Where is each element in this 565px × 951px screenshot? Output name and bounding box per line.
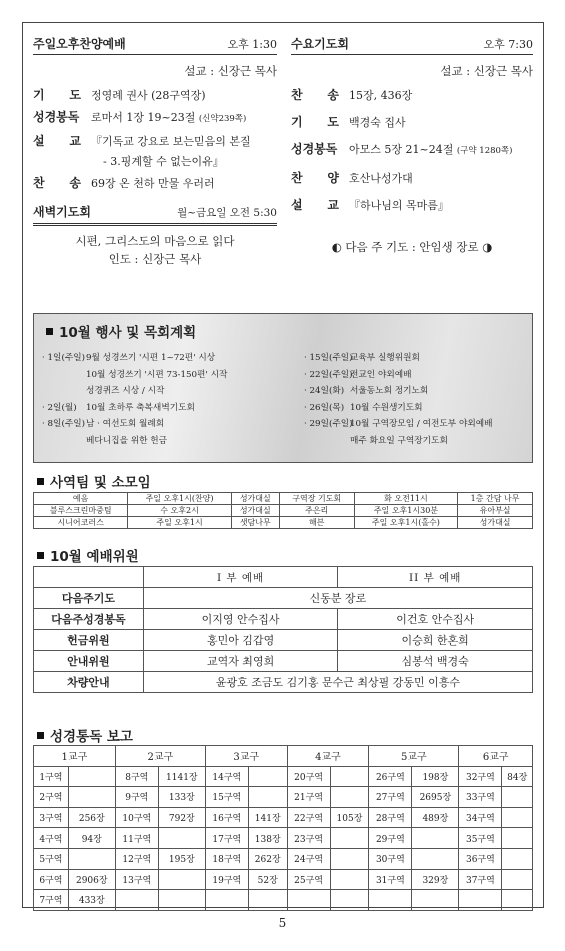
worship-table bbox=[33, 566, 533, 693]
table-row: 블루스크린마중팀 수 오후2시 성가대실 주은리 주일 오후1시30분 유아부실 bbox=[34, 505, 533, 517]
dawn-prayer-header bbox=[33, 203, 277, 226]
page-note: (구약 1280쪽) bbox=[456, 146, 513, 156]
square-bullet-icon bbox=[46, 328, 53, 335]
dawn-prayer-info bbox=[33, 232, 277, 268]
table-row: 2구역 9구역 133장 15구역 21구역 27구역 2695장 33구역 bbox=[34, 787, 533, 808]
table-row: 다음주기도 신동분 장로 bbox=[34, 588, 533, 609]
table-row: 1구역 8구역 1141장 14구역 20구역 26구역 198장 32구역 84장 bbox=[34, 766, 533, 787]
event-item: · 26일(목) 10월 수원생기도회 bbox=[304, 402, 423, 413]
row-label: 설 교 bbox=[33, 134, 81, 148]
wednesday-row-sermon bbox=[291, 198, 533, 213]
page-note: (신약239쪽) bbox=[198, 114, 247, 124]
sunday-row-prayer bbox=[33, 88, 277, 103]
row-label: 성경봉독 bbox=[33, 110, 80, 124]
sunday-row-hymn bbox=[33, 176, 277, 191]
events-left-list bbox=[42, 350, 300, 449]
sunday-service bbox=[33, 33, 277, 268]
event-item: · 8일(주일) 남 · 여선도회 월례회 bbox=[42, 419, 165, 429]
row-value: 『하나님의 목마름』 bbox=[349, 199, 449, 212]
groups-table bbox=[33, 492, 533, 529]
event-item: · 2일(월) 10월 초하루 축복새벽기도회 bbox=[42, 402, 195, 413]
next-week-prayer: ◐ 다음 주 기도 : 안임생 장로 ◑ bbox=[331, 240, 493, 254]
worship-heading bbox=[37, 545, 139, 565]
wednesday-preacher: 설교 : 신장근 목사 bbox=[440, 64, 533, 78]
row-value: 백경숙 집사 bbox=[349, 116, 406, 129]
row-value: 『기독교 강요로 보는믿음의 본질 bbox=[91, 135, 251, 148]
sunday-service-time: 오후 1:30 bbox=[227, 38, 277, 51]
square-bullet-icon bbox=[37, 732, 44, 739]
row-label: 성경봉독 bbox=[291, 142, 338, 156]
event-item: 10월 성경쓰기 '시편 73-150편' 시작 bbox=[86, 369, 228, 380]
events-title: 10월 행사 및 목회계획 bbox=[59, 325, 197, 341]
row-value: 69장 온 천하 만물 우러러 bbox=[91, 177, 215, 190]
square-bullet-icon bbox=[37, 552, 44, 559]
row-value: 호산나성가대 bbox=[349, 172, 413, 185]
sunday-row-sermon bbox=[33, 134, 277, 149]
sunday-preacher: 설교 : 신장근 목사 bbox=[184, 64, 277, 78]
event-item: 매주 화요일 구역장기도회 bbox=[350, 435, 448, 446]
table-header-row: 1교구 2교구 3교구 4교구 5교구 6교구 bbox=[34, 746, 533, 767]
wednesday-service-title: 수요기도회 bbox=[291, 37, 349, 51]
wednesday-row-hymn bbox=[291, 88, 533, 103]
row-label: 기 도 bbox=[291, 115, 339, 129]
table-row: 3구역 256장 10구역 792장 16구역 141장 22구역 105장 28구역 489장 34구역 bbox=[34, 807, 533, 828]
sunday-service-title: 주일오후찬양예배 bbox=[33, 37, 126, 51]
groups-title: 사역팀 및 소모임 bbox=[50, 475, 151, 491]
row-value: 정영례 권사 (28구역장) bbox=[91, 89, 206, 102]
wednesday-service bbox=[291, 33, 533, 255]
table-row: 6구역 2906장 13구역 19구역 52장 25구역 31구역 329장 37구역 bbox=[34, 869, 533, 890]
services-section bbox=[33, 33, 533, 311]
bible-reading-table bbox=[33, 745, 533, 911]
table-header-row: I 부 예배 II 부 예배 bbox=[34, 567, 533, 588]
row-value: 15장, 436장 bbox=[349, 89, 413, 102]
event-item: · 1일(주일) 9월 성경쓰기 '시편 1~72편' 시상 bbox=[42, 353, 216, 363]
wednesday-row-prayer bbox=[291, 115, 533, 130]
table-row: 다음주성경봉독 이지영 안수집사 이건호 안수집사 bbox=[34, 609, 533, 630]
bulletin-frame bbox=[22, 22, 544, 908]
table-row: 헌금위원 홍민아 김갑영 이승희 한혼희 bbox=[34, 630, 533, 651]
dawn-prayer-leader: 인도 : 신장근 목사 bbox=[108, 252, 202, 266]
october-events-box bbox=[33, 313, 533, 463]
row-label: 찬 양 bbox=[291, 171, 339, 185]
row-value: 로마서 1장 19~23절 (신약239쪽) bbox=[91, 111, 247, 124]
table-row: 4구역 94장 11구역 17구역 138장 23구역 29구역 35구역 bbox=[34, 828, 533, 849]
table-row: 7구역 433장 bbox=[34, 890, 533, 911]
bible-title: 성경통독 보고 bbox=[50, 729, 133, 745]
event-item: · 15일(주일) 교육부 실행위원회 bbox=[304, 353, 420, 363]
row-label: 찬 송 bbox=[291, 88, 339, 102]
page-number: 5 bbox=[278, 916, 287, 930]
dawn-prayer-topic: 시편, 그리스도의 마음으로 읽다 bbox=[75, 234, 235, 248]
square-bullet-icon bbox=[37, 478, 44, 485]
row-value: 아모스 5장 21~24절 (구약 1280쪽) bbox=[349, 143, 513, 156]
dawn-prayer-title: 새벽기도회 bbox=[33, 205, 91, 219]
event-item: 베다니집을 위한 헌금 bbox=[86, 435, 168, 446]
wednesday-row-anthem bbox=[291, 171, 533, 186]
sermon-subtitle: - 3.핑계할 수 없는이유』 bbox=[103, 155, 224, 168]
row-label: 찬 송 bbox=[33, 176, 81, 190]
row-label: 설 교 bbox=[291, 198, 339, 212]
worship-title: 10월 예배위원 bbox=[50, 549, 139, 565]
events-heading bbox=[46, 321, 196, 341]
row-label: 기 도 bbox=[33, 88, 81, 102]
event-item: · 24일(화) 서울동노회 정기노회 bbox=[304, 386, 429, 396]
event-item: · 29일(주일) 10월 구역장모임 / 여전도부 야외예배 bbox=[304, 419, 493, 429]
sunday-service-header bbox=[33, 33, 277, 55]
dawn-prayer-time: 월~금요일 오전 5:30 bbox=[177, 207, 277, 219]
table-row: 시니어코러스 주일 오후1시 샛담나무 해븐 주일 오후1시(홀수) 성가대실 bbox=[34, 517, 533, 529]
wednesday-service-time: 오후 7:30 bbox=[483, 38, 533, 51]
sunday-row-reading bbox=[33, 110, 277, 127]
groups-heading bbox=[37, 471, 151, 491]
event-item: · 22일(주일) 전교인 야외예배 bbox=[304, 369, 412, 380]
wednesday-service-header bbox=[291, 33, 533, 55]
events-right-list bbox=[304, 350, 532, 449]
table-row: 예음 주일 오후1시(찬양) 성가대실 구역장 기도회 화 오전11시 1층 간담 나무 bbox=[34, 493, 533, 505]
event-item: 성경퀴즈 시상 / 시작 bbox=[86, 386, 165, 396]
table-row: 차량안내 윤광호 조금도 김기홍 문수근 최상필 강동민 이흥수 bbox=[34, 672, 533, 693]
wednesday-row-reading bbox=[291, 142, 533, 159]
table-row: 안내위원 교역자 최영희 심봉석 백경숙 bbox=[34, 651, 533, 672]
bible-heading bbox=[37, 725, 133, 745]
table-row: 5구역 12구역 195장 18구역 262장 24구역 30구역 36구역 bbox=[34, 848, 533, 869]
